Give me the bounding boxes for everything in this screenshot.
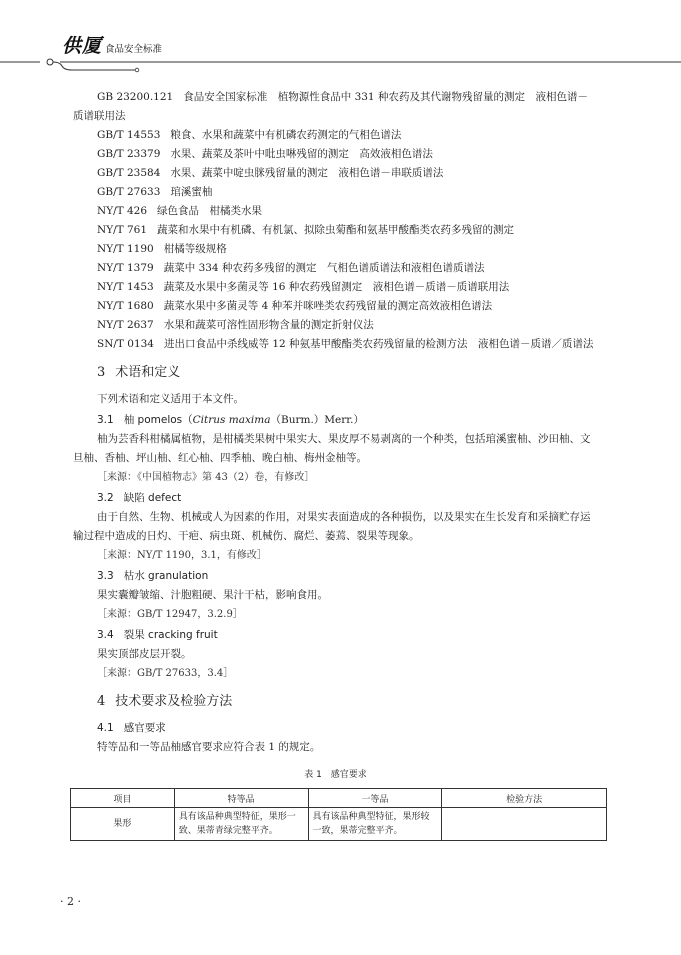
- section-4-text: 特等品和一等品柚感官要求应符合表 1 的规定。: [97, 741, 321, 753]
- reference-code: GB 23200.121: [97, 91, 174, 103]
- term-heading: 3.4 裂果 cracking fruit: [97, 629, 218, 641]
- term-definition: 柚为芸香科柑橘属植物，是柑橘类果树中果实大、果皮厚不易剥离的一个种类，包括琯溪蜜柚、沙田柚、文旦柚、香柚、坪山柚、红心柚、四季柚、晚白柚、梅州金柚等。: [73, 433, 591, 464]
- reference-item: [73, 240, 598, 259]
- term-definition: 由于自然、生物、机械或人为因素的作用，对果实表面造成的各种损伤，以及果实在生长发育和采摘贮存运输过程中造成的日灼、干疤、病虫斑、机械伤、腐烂、萎蔫、裂果等现象。: [73, 511, 591, 542]
- reference-item: [73, 278, 598, 297]
- header-brand: [62, 34, 162, 58]
- reference-title: 琯溪蜜柚: [170, 186, 213, 198]
- reference-item: [73, 183, 598, 202]
- term-heading: 3.2 缺陷 defect: [97, 492, 182, 504]
- reference-item: [73, 221, 598, 240]
- reference-code: NY/T 1190: [97, 243, 154, 255]
- reference-title: 柑橘等级规格: [163, 243, 227, 255]
- reference-code: SN/T 0134: [97, 338, 154, 350]
- reference-title: 水果和蔬菜可溶性固形物含量的测定折射仪法: [163, 319, 374, 331]
- reference-title: 蔬菜及水果中多菌灵等 16 种农药残留测定 液相色谱－质谱－质谱联用法: [163, 281, 510, 293]
- page-content: [73, 88, 598, 841]
- reference-code: GB/T 27633: [97, 186, 161, 198]
- table-header-cell: 一等品: [308, 789, 442, 808]
- table-cell: 具有该品种典型特征，果形较一致，果蒂完整平齐。: [308, 808, 442, 841]
- section-3-intro: 下列术语和定义适用于本文件。: [97, 393, 244, 405]
- reference-title: 蔬菜和水果中有机磷、有机氯、拟除虫菊酯和氨基甲酸酯类农药多残留的测定: [157, 224, 515, 236]
- reference-item: [73, 164, 598, 183]
- reference-item: [73, 145, 598, 164]
- table-header-cell: 特等品: [174, 789, 308, 808]
- reference-code: NY/T 1453: [97, 281, 154, 293]
- reference-item: [73, 297, 598, 316]
- reference-title: 食品安全国家标准 植物源性食品中 331 种农药及其代谢物残留量的测定 液相色谱－质谱联用法: [73, 91, 588, 122]
- table-cell: 具有该品种典型特征，果形一致、果蒂青绿完整平齐。: [174, 808, 308, 841]
- reference-item: [73, 259, 598, 278]
- reference-code: NY/T 2637: [97, 319, 154, 331]
- reference-title: 绿色食品 柑橘类水果: [157, 205, 263, 217]
- reference-code: GB/T 23379: [97, 148, 161, 160]
- term-heading: 3.3 枯水 granulation: [97, 570, 209, 582]
- term-source: ［来源：《中国植物志》第 43（2）卷，有修改］: [97, 472, 315, 483]
- reference-title: 进出口食品中杀线威等 12 种氨基甲酸酯类农药残留量的检测方法 液相色谱－质谱／质谱法: [163, 338, 594, 350]
- table-row: [71, 808, 607, 841]
- reference-title: 水果、蔬菜及茶叶中吡虫啉残留的测定 高效液相色谱法: [170, 148, 433, 160]
- term-definition: 果实囊瓣皱缩、汁胞粗硬、果汁干枯，影响食用。: [97, 589, 328, 601]
- reference-title: 蔬菜水果中多菌灵等 4 种苯并咪唑类农药残留量的测定高效液相色谱法: [163, 300, 493, 312]
- table-cell: 果形: [71, 808, 175, 841]
- reference-title: 蔬菜中 334 种农药多残留的测定 气相色谱质谱法和液相色谱质谱法: [163, 262, 485, 274]
- reference-code: NY/T 1379: [97, 262, 154, 274]
- term-source: ［来源：NY/T 1190，3.1，有修改］: [97, 550, 267, 561]
- subsection-4-1-heading: 4.1 感官要求: [97, 722, 166, 734]
- reference-title: 水果、蔬菜中啶虫脒残留量的测定 液相色谱－串联质谱法: [170, 167, 444, 179]
- sensory-requirements-table: [70, 788, 607, 841]
- brand-logo: 供厦: [62, 35, 103, 57]
- reference-code: NY/T 426: [97, 205, 148, 217]
- reference-item: [73, 202, 598, 221]
- table-cell: [442, 808, 607, 841]
- term-heading: 3.1 柚 pomelos（Citrus maxima（Burm.）Merr.）: [97, 414, 364, 426]
- reference-title: 粮食、水果和蔬菜中有机磷农药测定的气相色谱法: [170, 129, 402, 141]
- reference-code: GB/T 23584: [97, 167, 161, 179]
- table-caption: 表 1 感官要求: [304, 770, 367, 780]
- header-rule: [0, 56, 681, 74]
- reference-code: NY/T 761: [97, 224, 148, 236]
- normative-references: [73, 88, 598, 354]
- brand-subtitle: 食品安全标准: [105, 44, 163, 55]
- reference-item: [73, 88, 598, 126]
- reference-code: GB/T 14553: [97, 129, 161, 141]
- reference-code: NY/T 1680: [97, 300, 154, 312]
- reference-item: [73, 126, 598, 145]
- section-3-heading: 3 术语和定义: [97, 365, 181, 380]
- term-source: ［来源：GB/T 27633，3.4］: [97, 668, 234, 679]
- section-4-heading: 4 技术要求及检验方法: [97, 694, 233, 709]
- term-definition: 果实顶部皮层开裂。: [97, 648, 192, 660]
- term-source: ［来源：GB/T 12947，3.2.9］: [97, 609, 243, 620]
- page-number: · 2 ·: [60, 895, 81, 908]
- reference-item: [73, 316, 598, 335]
- reference-item: [73, 335, 598, 354]
- table-header-row: [71, 789, 607, 808]
- table-header-cell: 检验方法: [442, 789, 607, 808]
- table-header-cell: 项目: [71, 789, 175, 808]
